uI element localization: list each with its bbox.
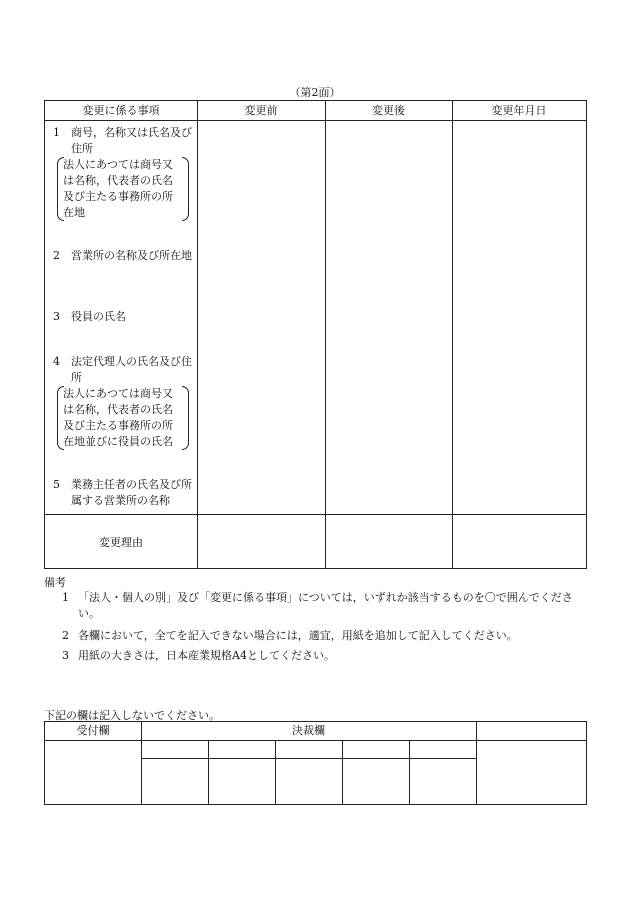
- approval-col-divider: [275, 740, 276, 804]
- item-text: 役員の氏名: [71, 310, 126, 323]
- office-use-table: [44, 721, 587, 805]
- approval-grid: [141, 740, 476, 804]
- note-number: 2: [62, 629, 69, 642]
- item-note-bracket: 法人にあつては商号又は名称，代表者の氏名及び主たる事務所の所在地: [59, 157, 187, 221]
- item-number: 5: [53, 478, 60, 491]
- note-number: 1: [62, 591, 69, 604]
- note-number: 3: [62, 649, 69, 662]
- item-business-manager: [53, 477, 198, 509]
- item-text: 商号，名称又は氏名及び住所: [71, 126, 192, 155]
- header-matter: 変更に係る事項: [82, 104, 160, 117]
- header-divider: [45, 120, 586, 121]
- item-text: 業務主任者の氏名及び所属する営業所の名称: [71, 478, 192, 507]
- column-divider: [476, 722, 477, 804]
- approval-col-divider: [342, 740, 343, 804]
- note-text: 用紙の大きさは，日本産業規格A4としてください。: [78, 649, 335, 662]
- reason-divider: [45, 514, 586, 515]
- item-note-bracket: 法人にあつては商号又は名称，代表者の氏名及び主たる事務所の所在地並びに役員の氏名: [59, 386, 187, 450]
- item-office-location: [53, 248, 198, 264]
- approval-col-divider: [409, 740, 410, 804]
- note-item: [62, 648, 582, 664]
- header-before: 変更前: [244, 104, 278, 117]
- item-text: 法定代理人の氏名及び住所: [71, 355, 192, 384]
- approval-label: 決裁欄: [292, 724, 325, 737]
- reason-label: 変更理由: [99, 536, 143, 549]
- item-number: 1: [53, 126, 60, 139]
- office-use-caption: 下記の欄は記入しないでください。: [44, 709, 220, 722]
- item-number: 4: [53, 355, 60, 368]
- item-legal-representative: [53, 354, 198, 386]
- column-divider: [325, 101, 326, 568]
- header-after: 変更後: [372, 104, 405, 117]
- header-date: 変更年月日: [491, 104, 547, 117]
- approval-row-divider: [141, 758, 476, 759]
- note-text: 「法人・個人の別」及び「変更に係る事項」については，いずれか該当するものを〇で囲んでください。: [78, 591, 573, 620]
- reception-label: 受付欄: [76, 724, 110, 737]
- note-item: [62, 628, 582, 644]
- item-number: 3: [53, 310, 60, 323]
- item-trade-name: [53, 125, 198, 157]
- approval-col-divider: [208, 740, 209, 804]
- item-officers: [53, 309, 198, 325]
- item-text: 営業所の名称及び所在地: [71, 249, 192, 262]
- page-label: （第2面）: [289, 86, 341, 99]
- column-divider: [452, 101, 453, 568]
- note-text: 各欄において，全てを記入できない場合には，適宜，用紙を追加して記入してください。: [78, 629, 518, 642]
- item-number: 2: [53, 249, 60, 262]
- change-table: [44, 100, 587, 569]
- notes-title: 備考: [44, 576, 66, 589]
- note-item: [62, 590, 582, 622]
